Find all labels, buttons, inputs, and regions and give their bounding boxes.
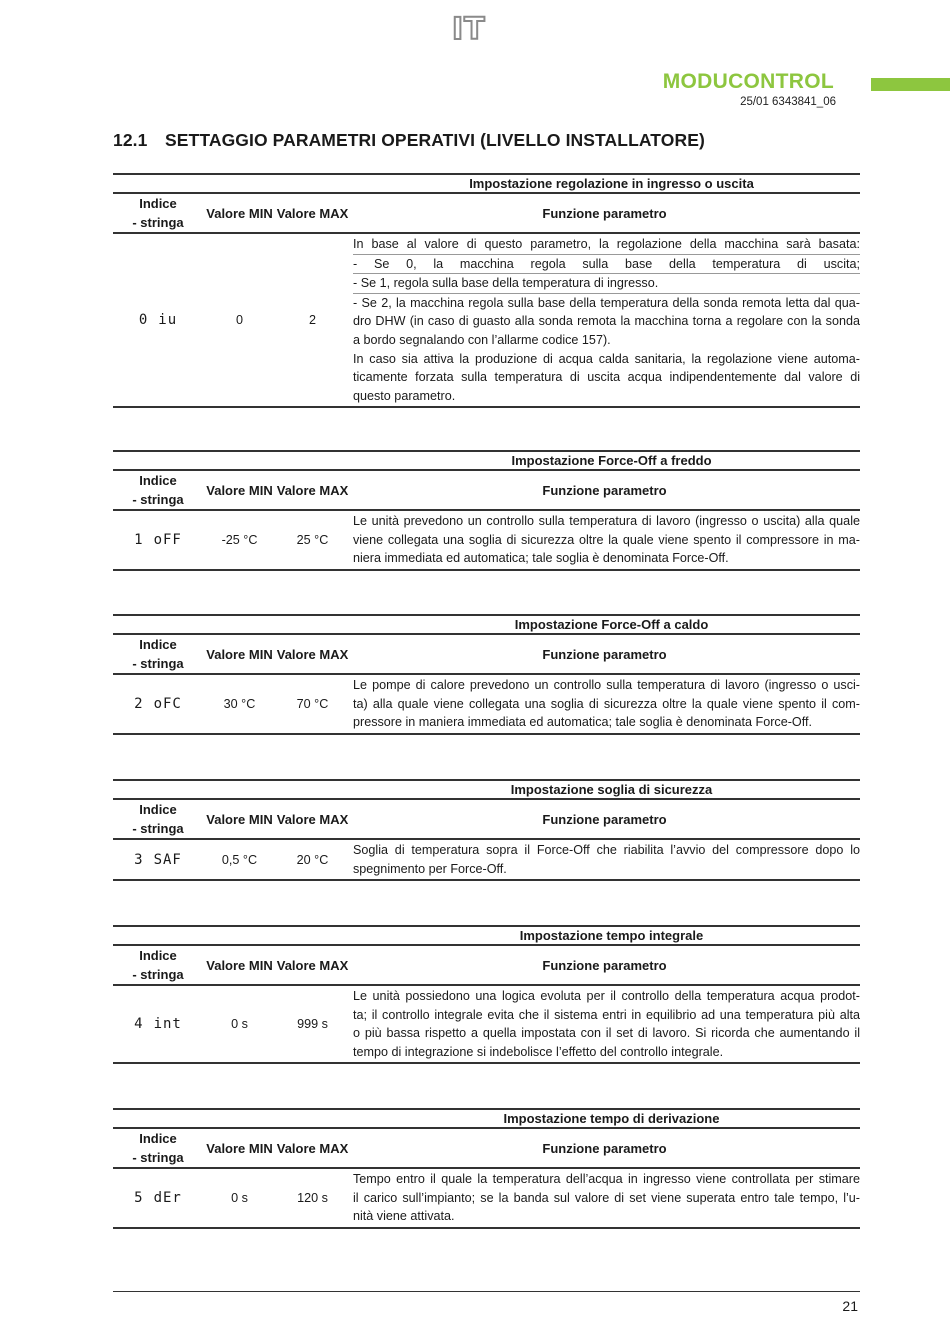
- parameter-code: [113, 234, 203, 406]
- description-line: nità viene attivata.: [353, 1209, 455, 1224]
- table-row: [113, 986, 860, 1064]
- header-min: Valore MIN: [206, 957, 273, 973]
- description-line: spegnimento per Force-Off.: [353, 861, 507, 876]
- page-number: 21: [842, 1298, 858, 1314]
- description-line: niera immediata ed automatica; tale soglia è denominata Force-Off.: [353, 551, 729, 566]
- description-line: a bordo segnalando con l’allarme codice 157).: [353, 332, 611, 347]
- description-line: - Se 1, regola sulla base della temperatura di ingresso.: [353, 274, 860, 294]
- table-row: [113, 511, 860, 571]
- header-index: Indice - stringa: [132, 1131, 184, 1165]
- parameter-table: [113, 614, 860, 735]
- value-max: 999 s: [297, 1017, 328, 1032]
- parameter-code: [113, 675, 203, 733]
- table-caption: Impostazione tempo di derivazione: [113, 1108, 860, 1129]
- header-index: Indice - stringa: [132, 802, 184, 836]
- table-row: [113, 234, 860, 408]
- parameter-index: 4: [134, 1016, 144, 1033]
- description-line: ta) alla quale viene collegata una soglia di sicurezza oltre la quale viene spento il com-: [353, 696, 860, 711]
- table-caption: Impostazione Force-Off a freddo: [113, 450, 860, 471]
- parameter-code: [113, 1169, 203, 1227]
- table-caption: Impostazione regolazione in ingresso o uscita: [113, 173, 860, 194]
- header-max: Valore MAX: [276, 957, 349, 973]
- table-caption: Impostazione Force-Off a caldo: [113, 614, 860, 635]
- parameter-table: [113, 1108, 860, 1229]
- parameter-description: [349, 511, 860, 569]
- parameter-index: 1: [134, 531, 144, 548]
- parameter-string: oFC: [153, 695, 182, 712]
- header-min: Valore MIN: [206, 205, 273, 221]
- header-max: Valore MAX: [276, 811, 349, 827]
- description-line: dro DHW (in caso di guasto alla sonda remota la macchina torna a regolare con la sonda: [353, 314, 860, 329]
- header-max: Valore MAX: [276, 482, 349, 498]
- parameter-description: [349, 234, 860, 406]
- parameter-index: 0: [138, 312, 149, 329]
- header-max: Valore MAX: [276, 205, 349, 221]
- table-caption: Impostazione soglia di sicurezza: [113, 779, 860, 800]
- header-function: Funzione parametro: [542, 646, 667, 662]
- header-min: Valore MIN: [206, 482, 273, 498]
- parameter-index: 3: [134, 851, 144, 868]
- header-min: Valore MIN: [206, 646, 273, 662]
- parameter-code: [113, 511, 203, 569]
- description-line: questo parametro.: [353, 388, 456, 403]
- table-caption: Impostazione tempo integrale: [113, 925, 860, 946]
- parameter-description: [349, 840, 860, 879]
- footer-rule: [113, 1291, 860, 1292]
- parameter-string: SAF: [153, 851, 182, 868]
- header-max: Valore MAX: [276, 646, 349, 662]
- parameter-table: [113, 173, 860, 408]
- value-min: 0: [235, 313, 243, 328]
- value-max: 2: [308, 313, 316, 328]
- description-line: Le unità possiedono una logica evoluta per il controllo della temperatura acqua prodot-: [353, 989, 860, 1003]
- section-heading: SETTAGGIO PARAMETRI OPERATIVI (LIVELLO INSTALLATORE): [165, 130, 705, 150]
- parameter-index: 5: [134, 1189, 144, 1206]
- description-line: Le unità prevedono un controllo sulla temperatura di lavoro (ingresso o uscita) alla quale: [353, 514, 860, 528]
- description-line: In base al valore di questo parametro, la regolazione della macchina sarà basata:: [353, 235, 860, 255]
- section-number: 12.1: [113, 130, 148, 150]
- header-function: Funzione parametro: [542, 205, 667, 221]
- description-line: ta; il controllo integrale evita che il sistema entri in equilibrio ad una temperatura più alta: [353, 1007, 860, 1022]
- parameter-table: [113, 779, 860, 881]
- header-index: Indice - stringa: [132, 637, 184, 671]
- description-line: Soglia di temperatura sopra il Force-Off che riabilita l’avvio del compressore dopo lo: [353, 843, 860, 857]
- description-line: o più bassa rispetto a quella impostata con il set di lavoro. Si ricorda che aumentando il: [353, 1026, 860, 1041]
- parameter-string: int: [153, 1016, 182, 1033]
- header-index: Indice - stringa: [132, 948, 184, 982]
- description-line: - Se 0, la macchina regola sulla base della temperatura di uscita;: [353, 255, 860, 275]
- table-header: [113, 946, 860, 986]
- value-min: -25 °C: [221, 532, 258, 547]
- table-header: [113, 194, 860, 234]
- header-function: Funzione parametro: [542, 957, 667, 973]
- table-row: [113, 1169, 860, 1229]
- table-row: [113, 840, 860, 881]
- parameter-description: [349, 986, 860, 1062]
- language-tag: IT: [452, 12, 486, 47]
- brand-title: MODUCONTROL: [662, 70, 834, 93]
- table-header: [113, 1129, 860, 1169]
- value-min: 0 s: [231, 1190, 248, 1205]
- header-min: Valore MIN: [206, 811, 273, 827]
- parameter-table: [113, 925, 860, 1064]
- parameter-string: iu: [158, 312, 178, 329]
- header-index: Indice - stringa: [132, 196, 184, 230]
- section-title: [113, 130, 705, 151]
- document-reference: 25/01 6343841_06: [740, 96, 836, 108]
- value-min: 0 s: [231, 1017, 248, 1032]
- value-max: 70 °C: [296, 696, 329, 711]
- description-line: Tempo entro il quale la temperatura dell’acqua in ingresso viene controllata per stimare: [353, 1172, 860, 1186]
- value-max: 120 s: [297, 1190, 328, 1205]
- header-max: Valore MAX: [276, 1140, 349, 1156]
- parameter-description: [349, 675, 860, 733]
- value-min: 30 °C: [223, 696, 256, 711]
- parameter-description: [349, 1169, 860, 1227]
- description-line: ticamente forzata sulla temperatura di uscita acqua indipendentemente dal valore di: [353, 370, 860, 385]
- description-line: pressore in maniera immediata ed automatica; tale soglia è denominata Force-Off.: [353, 715, 812, 730]
- description-line: viene collegata una soglia di sicurezza oltre la quale viene spento il compressore in ma-: [353, 532, 860, 547]
- table-header: [113, 471, 860, 511]
- parameter-string: oFF: [153, 531, 182, 548]
- header-function: Funzione parametro: [542, 1140, 667, 1156]
- header-function: Funzione parametro: [542, 482, 667, 498]
- parameter-code: [113, 986, 203, 1062]
- parameter-code: [113, 840, 203, 879]
- description-line: Le pompe di calore prevedono un controllo sulla temperatura di lavoro (ingresso o usci-: [353, 678, 860, 692]
- description-line: - Se 2, la macchina regola sulla base della temperatura della sonda remota letta dal qua-: [353, 295, 860, 310]
- parameter-index: 2: [134, 695, 144, 712]
- value-max: 20 °C: [296, 852, 329, 867]
- parameter-table: [113, 450, 860, 571]
- header-min: Valore MIN: [206, 1140, 273, 1156]
- description-line: In caso sia attiva la produzione di acqua calda sanitaria, la regolazione viene automa-: [353, 351, 860, 366]
- description-line: tempo di integrazione si indebolisce l’effetto del controllo integrale.: [353, 1044, 724, 1059]
- header-function: Funzione parametro: [542, 811, 667, 827]
- description-line: il carico sull’impianto; se la banda sul valore di set viene superata entro tale tempo, l’u-: [353, 1190, 860, 1205]
- header-index: Indice - stringa: [132, 473, 184, 507]
- table-header: [113, 800, 860, 840]
- table-header: [113, 635, 860, 675]
- brand-bar: [871, 78, 950, 91]
- parameter-string: dEr: [153, 1189, 182, 1206]
- table-row: [113, 675, 860, 735]
- value-min: 0,5 °C: [221, 852, 258, 867]
- value-max: 25 °C: [296, 532, 329, 547]
